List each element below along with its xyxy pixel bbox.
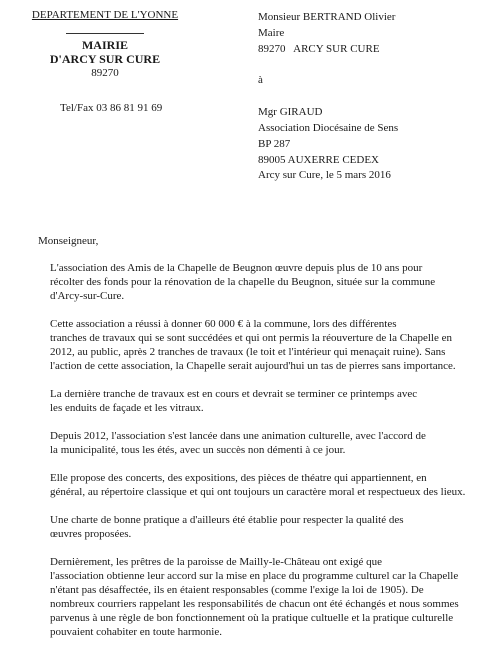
body-paragraph [38, 387, 466, 415]
paragraph-line: tranches de travaux qui se sont succédées et qui ont permis la réouverture de la Chapelle en [50, 332, 452, 344]
paragraph-line: Une charte de bonne pratique a d'ailleurs été établie pour respecter la qualité des [50, 514, 404, 526]
paragraph-line: œuvres proposées. [50, 528, 132, 540]
paragraph-line: parvenus à une règle de bon fonctionnement où la pratique cultuelle et la pratique culturelle [50, 612, 454, 624]
paragraph-line: pouvaient cohabiter en toute harmonie. [50, 626, 222, 638]
from-city: 89270 ARCY SUR CURE [258, 43, 380, 55]
body-paragraph [38, 471, 466, 499]
recipient-bp: BP 287 [258, 138, 291, 150]
paragraph-line: d'Arcy-sur-Cure. [50, 290, 125, 302]
paragraph-line: récolter des fonds pour la rénovation de la chapelle du Beugnon, située sur la commune [50, 276, 436, 288]
mairie-name-line1: MAIRIE [81, 38, 128, 52]
paragraph-line: l'action de cette association, la Chapelle serait aujourd'hui un tas de pierres sans importance. [50, 360, 456, 372]
from-title: Maire [258, 27, 285, 39]
from-name: Monsieur BERTRAND Olivier [258, 11, 396, 23]
paragraph-line: Depuis 2012, l'association s'est lancée dans une animation culturelle, avec l'accord de [50, 430, 426, 442]
mairie-name-line2: D'ARCY SUR CURE [49, 52, 161, 66]
salutation: Monseigneur, [38, 235, 99, 247]
divider-line [66, 33, 144, 34]
paragraph-line: l'association obtienne leur accord sur la mise en place du programme culturel car la Chapelle [50, 570, 459, 582]
sender-postcode: 89270 [91, 67, 119, 79]
letter-body [38, 261, 466, 653]
paragraph-line: Elle propose des concerts, des expositions, des pièces de théatre qui appartiennent, en [50, 472, 427, 484]
body-paragraph [38, 555, 466, 639]
paragraph-line: n'étant pas désaffectée, ils en étaient responsables (comme l'exige la loi de 1905). De [50, 584, 424, 596]
paragraph-line: général, au répertoire classique et qui ont toujours un caractère moral et respectueux des lieux. [50, 486, 466, 498]
body-paragraph [38, 261, 466, 303]
paragraph-line: La dernière tranche de travaux est en cours et devrait se terminer ce printemps avec [50, 388, 418, 400]
paragraph-line: Dernièrement, les prêtres de la paroisse de Mailly-le-Château ont exigé que [50, 556, 383, 568]
paragraph-line: L'association des Amis de la Chapelle de Beugnon œuvre depuis plus de 10 ans pour [50, 262, 423, 274]
recipient-org: Association Diocésaine de Sens [258, 122, 399, 134]
paragraph-line: nombreux courriers rappelant les responsabilités de chacun ont été échangés et nous sommes [50, 598, 459, 610]
paragraph-line: les enduits de façade et les vitraux. [50, 402, 204, 414]
from-block [258, 9, 395, 57]
recipient-city: 89005 AUXERRE CEDEX [258, 154, 379, 166]
sender-block [30, 9, 180, 79]
a-label: à [258, 74, 263, 86]
paragraph-line: Cette association a réussi à donner 60 000 € à la commune, lors des différentes [50, 318, 397, 330]
paragraph-line: 2012, au public, après 2 tranches de travaux (le toit et l'intérieur qui menaçait ruine). Sans [50, 346, 446, 358]
date-line: Arcy sur Cure, le 5 mars 2016 [258, 169, 391, 181]
recipient-name: Mgr GIRAUD [258, 106, 323, 118]
telfax: Tel/Fax 03 86 81 91 69 [60, 102, 163, 114]
recipient-block [258, 104, 398, 168]
body-paragraph [38, 513, 466, 541]
department-name: DEPARTEMENT DE L'YONNE [31, 9, 179, 21]
paragraph-line: la municipalité, tous les étés, avec un succès non démenti à ce jour. [50, 444, 346, 456]
body-paragraph [38, 429, 466, 457]
body-paragraph [38, 317, 466, 373]
